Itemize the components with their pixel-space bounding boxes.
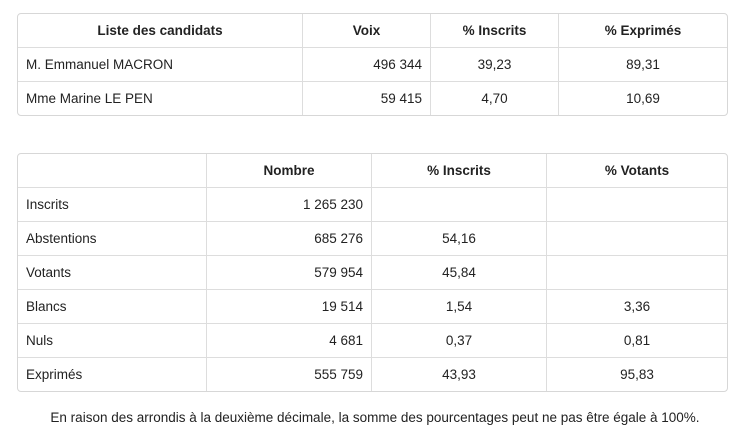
header-pct-exprimes: % Exprimés <box>559 14 727 48</box>
table-row <box>18 222 727 256</box>
candidate-name: Mme Marine LE PEN <box>18 82 303 115</box>
stats-table <box>17 153 728 392</box>
stat-pct-inscrits: 54,16 <box>372 222 547 256</box>
table-row <box>18 358 727 391</box>
header-candidates: Liste des candidats <box>18 14 303 48</box>
stat-pct-votants <box>547 256 727 290</box>
header-pct-inscrits: % Inscrits <box>372 154 547 188</box>
stat-nombre: 555 759 <box>207 358 372 391</box>
stat-nombre: 579 954 <box>207 256 372 290</box>
header-nombre: Nombre <box>207 154 372 188</box>
candidate-pct-exprimes: 10,69 <box>626 91 660 106</box>
header-pct-votants: % Votants <box>547 154 727 188</box>
stat-pct-inscrits: 45,84 <box>372 256 547 290</box>
stat-label: Inscrits <box>18 188 207 222</box>
candidates-header-row <box>18 14 727 48</box>
candidate-voix: 59 415 <box>303 82 431 115</box>
candidate-pct-inscrits: 4,70 <box>431 82 559 115</box>
table-row <box>18 324 727 358</box>
stat-label: Exprimés <box>18 358 207 391</box>
stat-label: Votants <box>18 256 207 290</box>
stat-pct-inscrits: 1,54 <box>372 290 547 324</box>
stat-pct-votants <box>547 188 727 222</box>
candidate-pct-exprimes: 89,31 <box>559 48 727 82</box>
stat-nombre: 19 514 <box>207 290 372 324</box>
stat-nombre: 1 265 230 <box>207 188 372 222</box>
table-row <box>18 188 727 222</box>
stat-label: Nuls <box>18 324 207 358</box>
header-pct-inscrits: % Inscrits <box>431 14 559 48</box>
candidate-voix: 496 344 <box>303 48 431 82</box>
header-blank <box>18 154 207 188</box>
stat-pct-votants: 95,83 <box>620 367 654 382</box>
table-row <box>18 256 727 290</box>
stat-pct-inscrits: 43,93 <box>372 358 547 391</box>
stat-label: Abstentions <box>18 222 207 256</box>
rounding-footnote: En raison des arrondis à la deuxième décimale, la somme des pourcentages peut ne pas être égale à 100%. <box>50 410 700 425</box>
stat-pct-inscrits: 0,37 <box>372 324 547 358</box>
table-row <box>18 82 727 115</box>
stat-pct-votants: 3,36 <box>547 290 727 324</box>
stat-pct-votants <box>547 222 727 256</box>
stat-nombre: 4 681 <box>207 324 372 358</box>
candidate-pct-inscrits: 39,23 <box>431 48 559 82</box>
stat-nombre: 685 276 <box>207 222 372 256</box>
candidate-name: M. Emmanuel MACRON <box>18 48 303 82</box>
table-row <box>18 290 727 324</box>
stat-label: Blancs <box>18 290 207 324</box>
table-row <box>18 48 727 82</box>
candidates-table <box>17 13 728 116</box>
stat-pct-votants: 0,81 <box>547 324 727 358</box>
stats-header-row <box>18 154 727 188</box>
header-voix: Voix <box>303 14 431 48</box>
stat-pct-inscrits <box>372 188 547 222</box>
